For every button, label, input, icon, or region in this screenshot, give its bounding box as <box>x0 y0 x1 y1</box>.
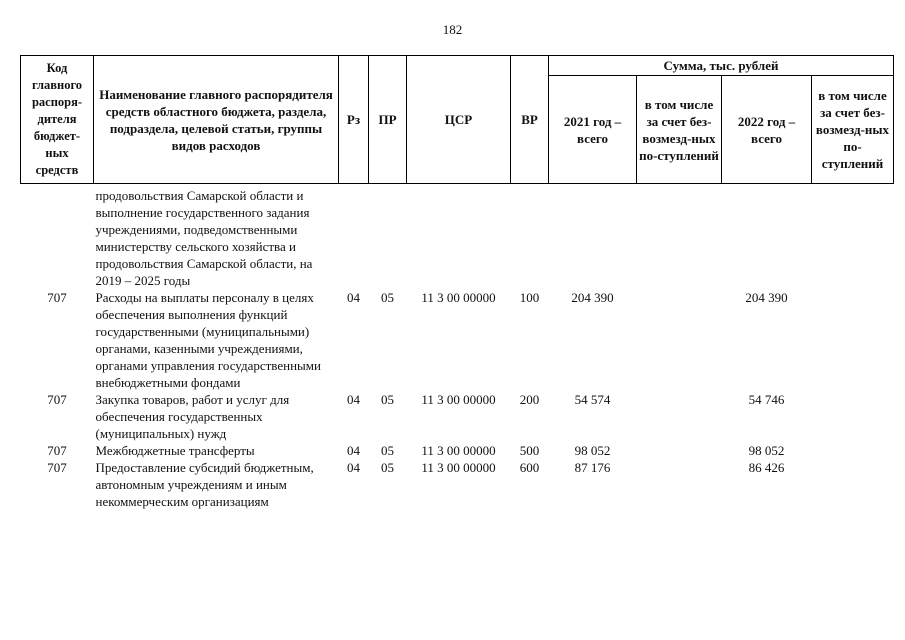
row-2022-gratuitous <box>812 391 894 442</box>
row-2022-total: 54 746 <box>748 392 785 407</box>
header-2021-gratuitous: в том числе за счет без-возмезд-ных по-ступлений <box>637 76 722 184</box>
row-pr: 05 <box>381 290 394 305</box>
row-2021-total <box>549 184 637 290</box>
header-2021-total: 2021 год – всего <box>549 76 637 184</box>
row-rz: 04 <box>347 443 360 458</box>
row-code: 707 <box>47 460 67 475</box>
budget-table <box>20 55 894 510</box>
header-sum-group: Сумма, тыс. рублей <box>549 56 894 76</box>
row-csr: 11 3 00 00000 <box>421 290 496 305</box>
header-2022-total: 2022 год – всего <box>722 76 812 184</box>
row-csr: 11 3 00 00000 <box>421 392 496 407</box>
row-2022-gratuitous <box>812 442 894 459</box>
row-2022-gratuitous <box>812 184 894 290</box>
row-pr: 05 <box>381 392 394 407</box>
row-2021-total: 87 176 <box>574 460 611 475</box>
table-row <box>21 289 894 391</box>
table-header <box>21 56 894 184</box>
header-2022-gratuitous: в том числе за счет без-возмезд-ных по-ступлений <box>812 76 894 184</box>
row-vr: 100 <box>519 290 540 305</box>
row-2022-total: 98 052 <box>748 443 785 458</box>
row-2021-total: 204 390 <box>571 290 614 305</box>
row-rz: 04 <box>347 392 360 407</box>
table-row <box>21 459 894 510</box>
row-2022-gratuitous <box>812 289 894 391</box>
row-rz: 04 <box>347 460 360 475</box>
row-name: Закупка товаров, работ и услуг для обеспечения государственных (муниципальных) нужд <box>95 392 290 441</box>
row-2022-gratuitous <box>812 459 894 510</box>
row-pr: 05 <box>381 460 394 475</box>
header-csr: ЦСР <box>407 56 511 184</box>
row-vr: 600 <box>519 460 540 475</box>
header-vr: ВР <box>511 56 549 184</box>
table-row <box>21 391 894 442</box>
row-pr <box>369 184 407 290</box>
row-pr: 05 <box>381 443 394 458</box>
table-row <box>21 442 894 459</box>
row-2021-gratuitous <box>637 459 722 510</box>
row-2021-gratuitous <box>637 391 722 442</box>
row-2021-total: 98 052 <box>574 443 611 458</box>
row-code <box>21 184 94 290</box>
row-2021-gratuitous <box>637 442 722 459</box>
table-row <box>21 184 894 290</box>
row-2021-total: 54 574 <box>574 392 611 407</box>
row-name: продовольствия Самарской области и выполнение государственного задания учреждениями, подведомственными министерству сельского хозяйства и продовольствия Самарской области, на 2019 – 2025 годы <box>95 188 313 288</box>
header-code: Код главного распоря-дителя бюджет-ных средств <box>21 56 94 184</box>
row-code: 707 <box>47 392 67 407</box>
row-vr: 200 <box>519 392 540 407</box>
row-code: 707 <box>47 290 67 305</box>
header-name: Наименование главного распорядителя средств областного бюджета, раздела, подраздела, целевой статьи, группы видов расходов <box>94 56 339 184</box>
row-rz <box>339 184 369 290</box>
row-code: 707 <box>47 443 67 458</box>
row-2021-gratuitous <box>637 184 722 290</box>
row-csr: 11 3 00 00000 <box>421 443 496 458</box>
row-2022-total <box>722 184 812 290</box>
row-csr: 11 3 00 00000 <box>421 460 496 475</box>
row-rz: 04 <box>347 290 360 305</box>
row-name: Предоставление субсидий бюджетным, автономным учреждениям и иным некоммерческим организациям <box>95 460 314 509</box>
row-csr <box>407 184 511 290</box>
row-name: Межбюджетные трансферты <box>95 443 255 458</box>
table-body <box>21 184 894 511</box>
row-vr <box>511 184 549 290</box>
page-number: 182 <box>442 22 463 37</box>
row-2022-total: 204 390 <box>745 290 788 305</box>
row-2021-gratuitous <box>637 289 722 391</box>
header-rz: Рз <box>339 56 369 184</box>
row-name: Расходы на выплаты персоналу в целях обеспечения выполнения функций государственными (муниципальными) органами, казенными учреждениями, органами управления государственными внебюджетными фондами <box>95 290 321 390</box>
row-vr: 500 <box>519 443 540 458</box>
row-2022-total: 86 426 <box>748 460 785 475</box>
header-pr: ПР <box>369 56 407 184</box>
